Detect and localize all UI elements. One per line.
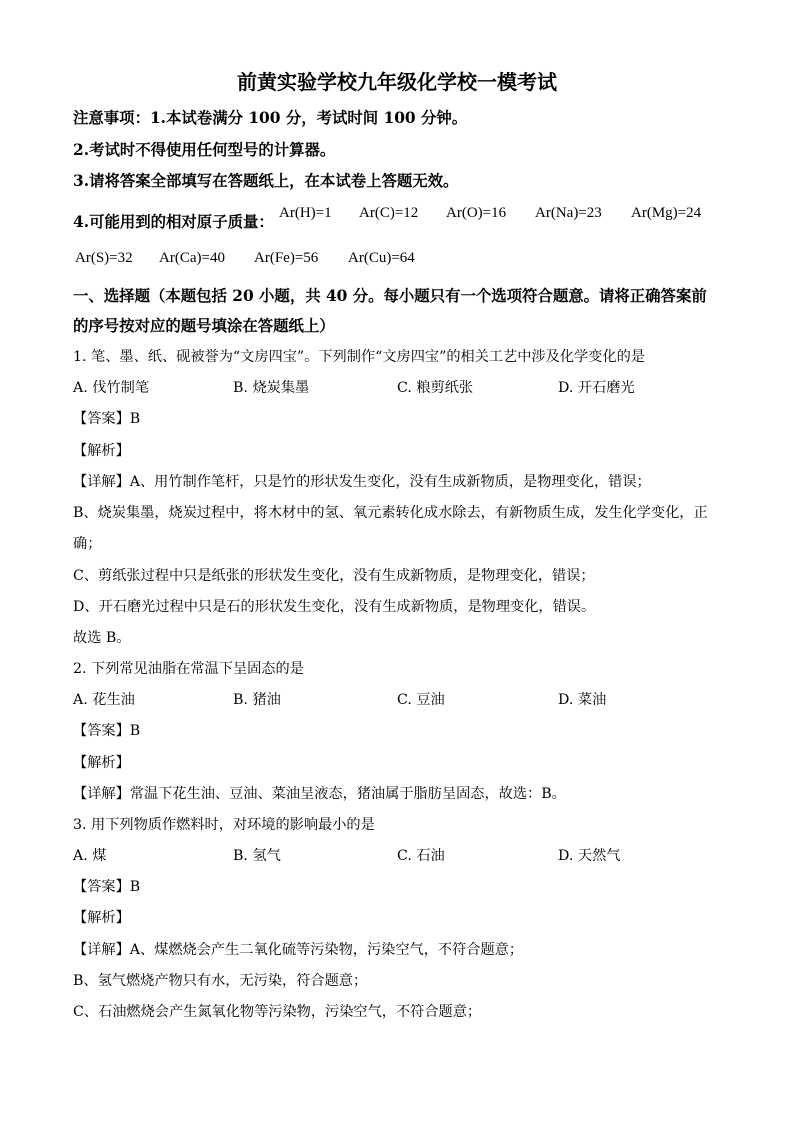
note-line-2: 2.考试时不得使用任何型号的计算器。 [73,141,336,159]
question-1-detail-line: 确； [73,536,102,552]
section-heading-line-1: 一、选择题（本题包括 20 小题，共 40 分。每小题只有一个选项符合题意。请将正确答案前 [73,287,707,305]
question-1-analysis-label: 【解析】 [73,443,130,459]
question-2-option-a: A. 花生油 [73,692,135,708]
question-3-answer: 【答案】B [73,879,141,895]
question-2-analysis-label: 【解析】 [73,755,130,771]
question-1-option-a: A. 伐竹制笔 [73,380,150,396]
question-2-option-b: B. 猪油 [233,692,281,708]
question-2-answer: 【答案】B [73,723,141,739]
question-3-detail-line: B、氢气燃烧产物只有水，无污染，符合题意； [73,973,368,989]
atomic-mass-cu: Ar(Cu)=64 [348,250,415,266]
question-1-stem: 1. 笔、墨、纸、砚被誉为“文房四宝”。下列制作“文房四宝”的相关工艺中涉及化学变化的是 [73,349,645,365]
question-1-detail-line: C、剪纸张过程中只是纸张的形状发生变化，没有生成新物质，是物理变化，错误； [73,568,595,584]
atomic-mass-mg: Ar(Mg)=24 [631,205,702,221]
question-3-analysis-label: 【解析】 [73,910,130,926]
question-1-option-b: B. 烧炭集墨 [233,380,310,396]
question-2-stem: 2. 下列常见油脂在常温下呈固态的是 [73,661,304,677]
atomic-mass-na: Ar(Na)=23 [535,205,602,221]
page-title: 前黄实验学校九年级化学校一模考试 [237,70,557,94]
note-line-1: 注意事项：1.本试卷满分 100 分，考试时间 100 分钟。 [73,109,468,127]
atomic-mass-o: Ar(O)=16 [446,205,507,221]
question-2-option-d: D. 菜油 [558,692,607,708]
question-1-option-d: D. 开石磨光 [558,380,635,396]
note-line-3: 3.请将答案全部填写在答题纸上，在本试卷上答题无效。 [73,172,459,190]
atomic-mass-c: Ar(C)=12 [359,205,419,221]
note-line-4: 4.可能用到的相对原子质量： [73,213,274,231]
question-3-option-c: C. 石油 [397,848,445,864]
atomic-mass-h: Ar(H)=1 [279,205,332,221]
question-1-detail-line: 故选 B。 [73,630,131,646]
atomic-mass-ca: Ar(Ca)=40 [159,250,225,266]
atomic-mass-fe: Ar(Fe)=56 [254,250,319,266]
question-1-detail-line: D、开石磨光过程中只是石的形状发生变化，没有生成新物质，是物理变化，错误。 [73,599,596,615]
atomic-mass-s: Ar(S)=32 [75,250,133,266]
question-2-option-c: C. 豆油 [397,692,445,708]
question-3-detail-line: 【详解】A、煤燃烧会产生二氧化硫等污染物，污染空气，不符合题意； [73,942,524,958]
question-1-answer: 【答案】B [73,411,141,427]
question-3-option-a: A. 煤 [73,848,107,864]
question-3-option-b: B. 氢气 [233,848,281,864]
question-1-option-c: C. 粮剪纸张 [397,380,474,396]
question-2-detail-line: 【详解】常温下花生油、豆油、菜油呈液态，猪油属于脂肪呈固态，故选：B。 [73,786,566,802]
question-3-detail-line: C、石油燃烧会产生氮氧化物等污染物，污染空气，不符合题意； [73,1004,482,1020]
question-3-stem: 3. 用下列物质作燃料时，对环境的影响最小的是 [73,817,375,833]
question-3-option-d: D. 天然气 [558,848,621,864]
question-1-detail-line: 【详解】A、用竹制作笔杆，只是竹的形状发生变化，没有生成新物质，是物理变化，错误； [73,474,651,490]
section-heading-line-2: 的序号按对应的题号填涂在答题纸上） [73,317,335,335]
question-1-detail-line: B、烧炭集墨，烧炭过程中，将木材中的氢、氧元素转化成水除去，有新物质生成，发生化学变化，正 [73,505,708,521]
